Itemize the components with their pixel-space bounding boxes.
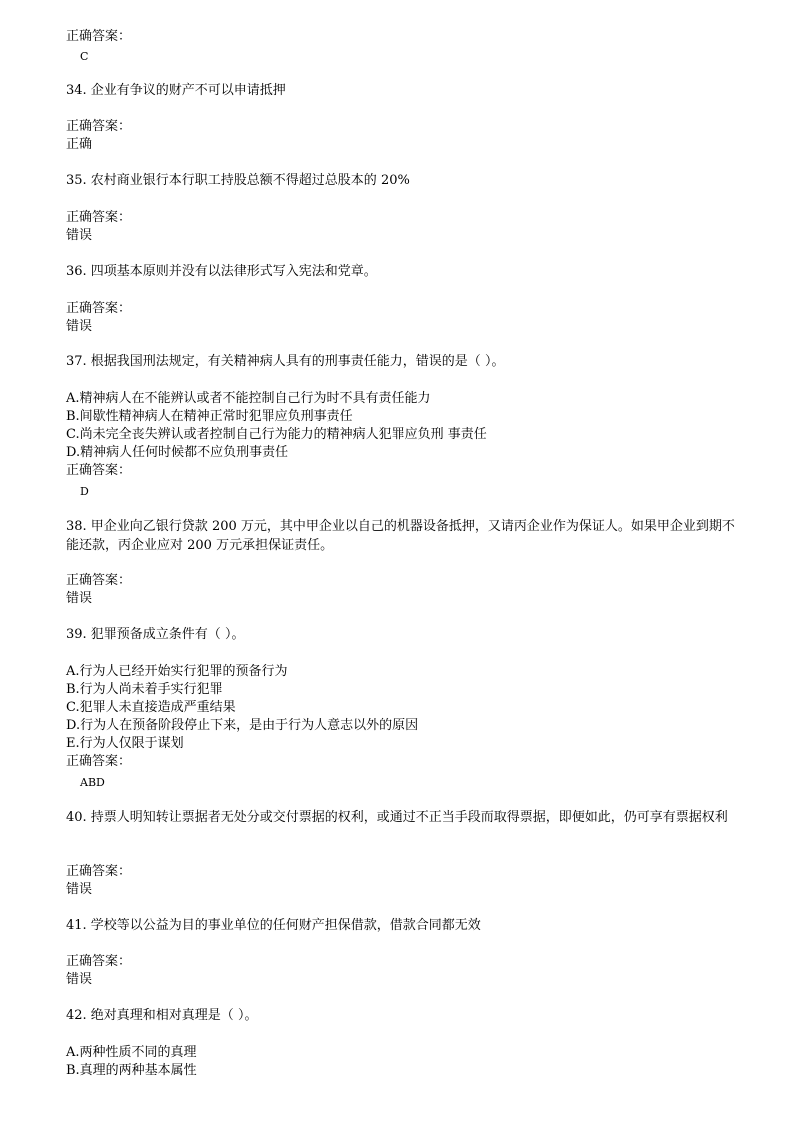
answer-value: C (80, 50, 89, 63)
answer-value: D (80, 485, 89, 498)
answer-label: 正确答案： (66, 954, 132, 969)
option-e: E.行为人仅限于谋划 (66, 736, 184, 751)
answer-label: 正确答案： (66, 29, 132, 44)
answer-label: 正确答案： (66, 119, 132, 134)
answer-value: 错误 (66, 972, 93, 987)
question-37: 37. 根据我国刑法规定，有关精神病人具有的刑事责任能力，错误的是（ ）。 (66, 354, 505, 369)
answer-value: 错误 (66, 882, 93, 897)
option-d: D.精神病人任何时候都不应负刑事责任 (66, 445, 289, 460)
option-b: B.行为人尚未着手实行犯罪 (66, 682, 223, 697)
question-40: 40. 持票人明知转让票据者无处分或交付票据的权利，或通过不正当手段而取得票据，即便如此，仍可享有票据权利 (66, 810, 728, 825)
answer-label: 正确答案： (66, 210, 132, 225)
option-d: D.行为人在预备阶段停止下来，是由于行为人意志以外的原因 (66, 718, 419, 733)
answer-value: 错误 (66, 228, 93, 243)
option-a: A.行为人已经开始实行犯罪的预备行为 (66, 664, 288, 679)
answer-value: 正确 (66, 137, 93, 152)
option-c: C.犯罪人未直接造成严重结果 (66, 700, 236, 715)
answer-value: ABD (80, 776, 105, 789)
answer-label: 正确答案： (66, 301, 132, 316)
question-34: 34. 企业有争议的财产不可以申请抵押 (66, 83, 286, 98)
option-a: A.两种性质不同的真理 (66, 1045, 197, 1060)
question-36: 36. 四项基本原则并没有以法律形式写入宪法和党章。 (66, 264, 377, 279)
option-b: B.真理的两种基本属性 (66, 1063, 197, 1078)
question-35: 35. 农村商业银行本行职工持股总额不得超过总股本的 20% (66, 173, 410, 188)
question-41: 41. 学校等以公益为目的事业单位的任何财产担保借款，借款合同都无效 (66, 918, 481, 933)
answer-label: 正确答案： (66, 573, 132, 588)
answer-label: 正确答案： (66, 754, 132, 769)
answer-value: 错误 (66, 319, 93, 334)
answer-label: 正确答案： (66, 864, 132, 879)
answer-value: 错误 (66, 591, 93, 606)
option-a: A.精神病人在不能辨认或者不能控制自己行为时不具有责任能力 (66, 391, 431, 406)
question-39: 39. 犯罪预备成立条件有（ ）。 (66, 627, 245, 642)
question-42: 42. 绝对真理和相对真理是（ ）。 (66, 1008, 258, 1023)
answer-label: 正确答案： (66, 463, 132, 478)
question-38: 38. 甲企业向乙银行贷款 200 万元，其中甲企业以自己的机器设备抵押，又请丙企业作为保证人。如果甲企业到期不能还款，丙企业应对 200 万元承担保证责任。 (66, 519, 735, 553)
option-c: C.尚未完全丧失辨认或者控制自己行为能力的精神病人犯罪应负刑 事责任 (66, 427, 487, 442)
option-b: B.间歇性精神病人在精神正常时犯罪应负刑事责任 (66, 409, 353, 424)
